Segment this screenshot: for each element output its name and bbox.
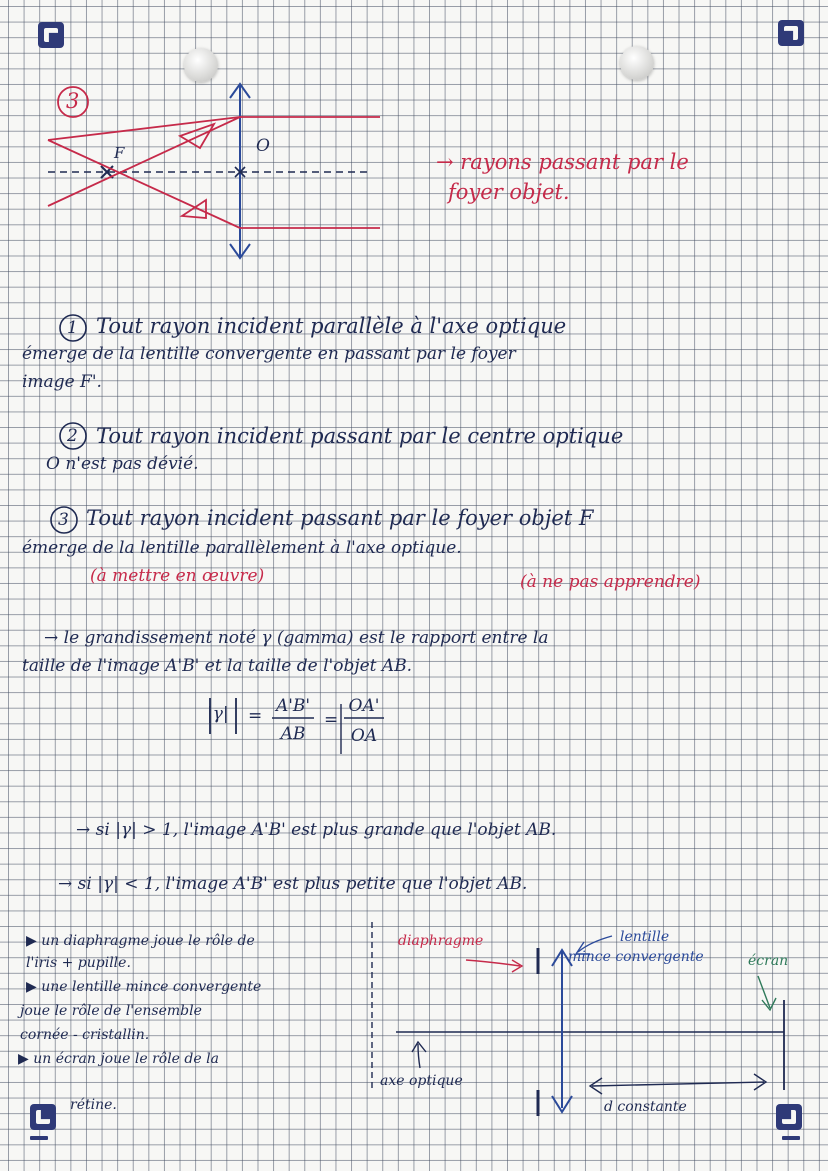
rule-2-line-1: Tout rayon incident passant par le centre optique <box>96 424 624 448</box>
diagram-caption-line-1: → rayons passant par le <box>436 150 689 174</box>
eye-item-2-line-1: ▶ une lentille mince convergente <box>26 979 262 995</box>
formula-equals-1: = <box>248 706 263 726</box>
formula-gamma: |γ| <box>207 704 229 724</box>
eye-item-1-line-2: l'iris + pupille. <box>26 955 131 971</box>
focus-label: F <box>114 144 125 162</box>
formula-equals-2: = <box>324 710 339 730</box>
center-label: O <box>256 136 270 156</box>
diagram-caption-line-2: foyer objet. <box>448 180 570 204</box>
diagram-step-number: 3 <box>66 89 80 113</box>
note-do-not-learn: (à ne pas apprendre) <box>520 572 701 592</box>
eye-item-3-line-2: rétine. <box>70 1097 117 1113</box>
rule-3-number: 3 <box>58 510 69 530</box>
formula-numerator-1: A'B' <box>275 696 311 716</box>
label-lens-line-1: lentille <box>620 929 670 945</box>
note-apply: (à mettre en œuvre) <box>90 566 265 586</box>
label-diaphragm: diaphragme <box>398 933 484 949</box>
formula-denominator-2: OA <box>350 726 378 746</box>
rule-1-line-3: image F'. <box>22 372 102 392</box>
rule-3-line-1: Tout rayon incident passant par le foyer objet F <box>86 506 594 530</box>
rule-1-number: 1 <box>67 318 78 338</box>
eye-item-3-line-1: ▶ un écran joue le rôle de la <box>18 1051 219 1067</box>
formula-denominator-1: AB <box>280 724 306 744</box>
label-lens-line-2: mince convergente <box>568 949 704 965</box>
rule-1-line-2: émerge de la lentille convergente en passant par le foyer <box>22 344 516 364</box>
condition-less-than-one: → si |γ| < 1, l'image A'B' est plus petite que l'objet AB. <box>58 874 528 894</box>
eye-item-2-line-3: cornée - cristallin. <box>20 1027 150 1043</box>
condition-greater-than-one: → si |γ| > 1, l'image A'B' est plus grande que l'objet AB. <box>76 820 557 840</box>
eye-item-1-line-1: ▶ un diaphragme joue le rôle de <box>26 933 255 949</box>
formula-numerator-2: OA' <box>348 696 380 716</box>
label-d-constant: d constante <box>604 1099 687 1115</box>
rule-3-line-2: émerge de la lentille parallèlement à l'axe optique. <box>22 538 462 558</box>
rule-2-number: 2 <box>67 426 78 446</box>
eye-item-2-line-2: joue le rôle de l'ensemble <box>20 1003 202 1019</box>
magnification-line-2: taille de l'image A'B' et la taille de l'objet AB. <box>22 656 413 676</box>
magnification-line-1: → le grandissement noté γ (gamma) est le rapport entre la <box>44 628 549 648</box>
label-optical-axis: axe optique <box>380 1073 463 1089</box>
rule-2-line-2: O n'est pas dévié. <box>46 454 199 474</box>
label-screen: écran <box>748 953 789 969</box>
rule-1-line-1: Tout rayon incident parallèle à l'axe optique <box>96 314 567 338</box>
